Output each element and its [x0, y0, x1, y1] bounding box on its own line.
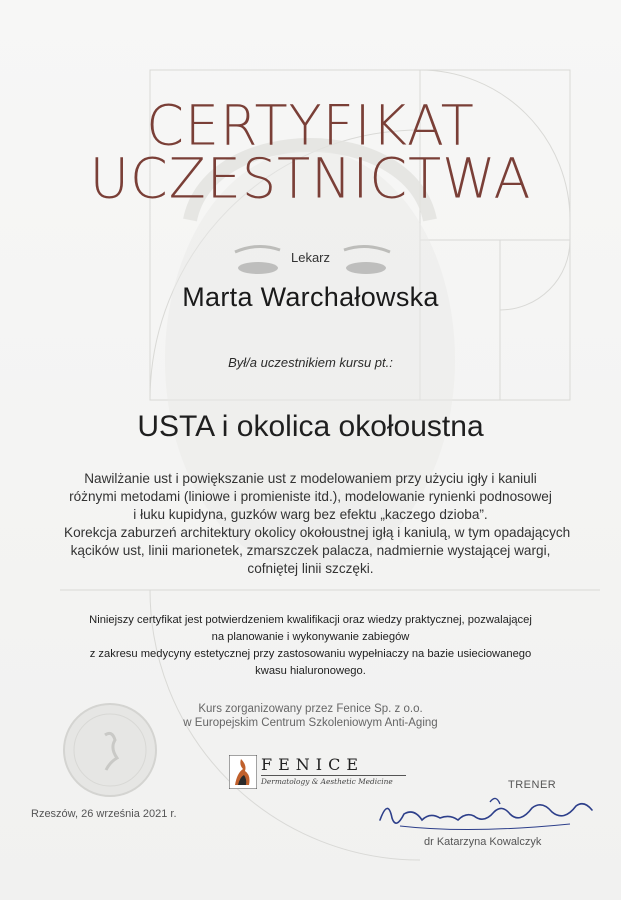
declaration-line: Niniejszy certyfikat jest potwierdzeniem kwalifikacji oraz wiedzy praktycznej, pozwalającej — [89, 614, 532, 626]
course-description — [0, 470, 621, 578]
organizer-line: Kurs zorganizowany przez Fenice Sp. z o.o. — [198, 703, 423, 715]
description-line: Korekcja zaburzeń architektury okolicy okołoustnej igłą i kaniulą, w tym opadających — [64, 525, 571, 540]
course-title: USTA i okolica okołoustna — [137, 410, 484, 443]
logo-wordmark: FENICE — [261, 755, 365, 774]
description-line: kącików ust, linii marionetek, zmarszczek palacza, nadmiernie wystającej wargi, — [70, 543, 551, 558]
trainer-label: TRENER — [508, 779, 557, 791]
trainer-signature — [370, 790, 600, 840]
qualification-declaration — [0, 612, 621, 680]
trainer-name: dr Katarzyna Kowalczyk — [424, 836, 542, 848]
certificate-title-line1: CERTYFIKAT — [146, 93, 475, 158]
declaration-line: na planowanie i wykonywanie zabiegów — [211, 631, 410, 643]
participant-role: Lekarz — [290, 250, 331, 265]
participant-name: Marta Warchałowska — [182, 282, 439, 312]
fenice-phoenix-icon — [229, 755, 257, 789]
course-organizer — [0, 702, 621, 730]
certificate-title-line2: UCZESTNICTWA — [89, 146, 532, 211]
place-and-date: Rzeszów, 26 września 2021 r. — [31, 808, 177, 820]
description-line: różnymi metodami (liniowe i promieniste itd.), modelowanie rynienki podnosowej — [69, 489, 552, 504]
description-line: i łuku kupidyna, guzków warg bez efektu „kaczego dzioba”. — [133, 507, 488, 522]
description-line: cofniętej linii szczęki. — [247, 561, 374, 576]
participation-statement: Był/a uczestnikiem kursu pt.: — [228, 355, 393, 370]
logo-tagline: Dermatology & Aesthetic Medicine — [261, 777, 393, 786]
description-line: Nawilżanie ust i powiększanie ust z modelowaniem przy użyciu igły i kaniuli — [84, 471, 537, 486]
declaration-line: z zakresu medycyny estetycznej przy zastosowaniu wypełniaczy na bazie usieciowanego — [89, 648, 532, 660]
declaration-line: kwasu hialuronowego. — [255, 665, 366, 677]
organizer-line: w Europejskim Centrum Szkoleniowym Anti-Aging — [183, 717, 438, 729]
logo-divider — [261, 775, 406, 776]
